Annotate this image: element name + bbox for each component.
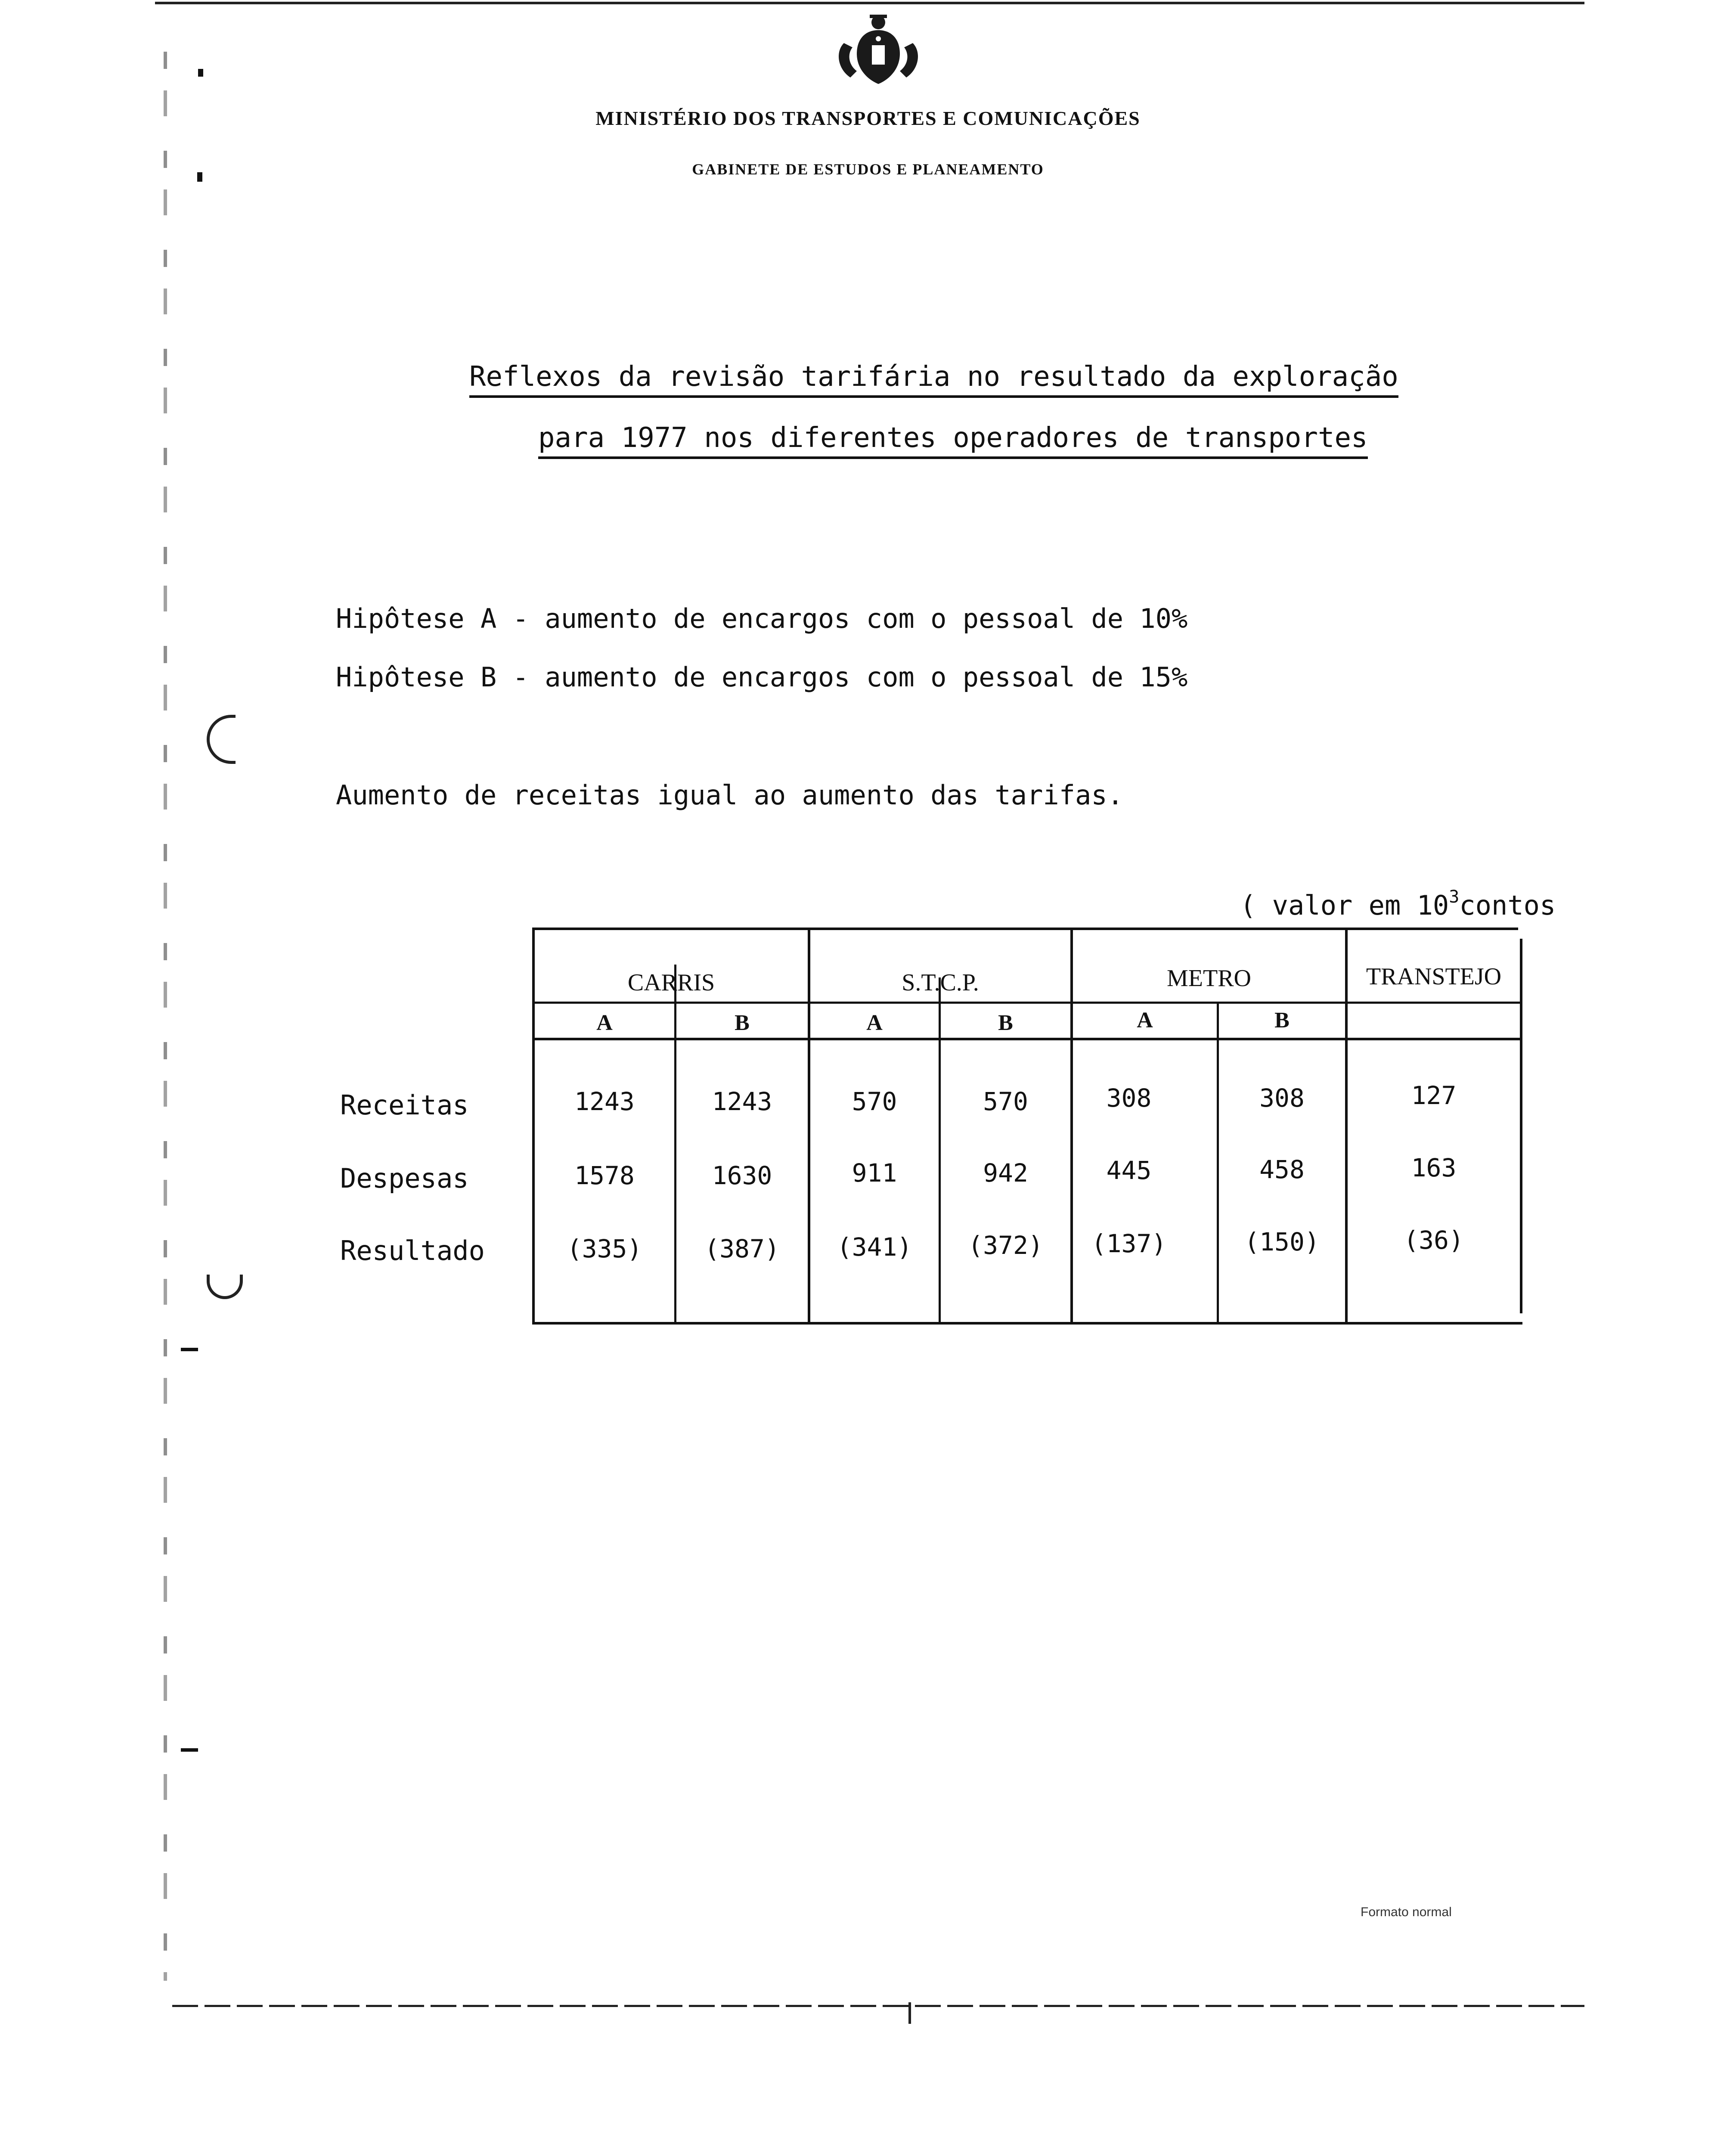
subheader-stcp-b: B <box>998 1011 1013 1035</box>
margin-dash <box>181 1348 198 1351</box>
group-header-carris: CARRIS <box>627 969 715 996</box>
subheader-metro-b: B <box>1274 1008 1290 1033</box>
left-margin-binding <box>164 52 167 1981</box>
subheader-carris-a: A <box>596 1011 613 1035</box>
table-cell: 308 <box>1259 1083 1305 1113</box>
unit-note-exponent: 3 <box>1449 887 1460 907</box>
table-cell: (341) <box>837 1232 912 1262</box>
hypothesis-b: Hipôtese B - aumento de encargos com o pessoal de 15% <box>336 661 1188 693</box>
table-cell: (137) <box>1091 1229 1167 1258</box>
row-label-receitas: Receitas <box>340 1089 469 1121</box>
table-cell: 127 <box>1411 1081 1457 1110</box>
table-cell: (150) <box>1244 1227 1320 1256</box>
group-header-metro: METRO <box>1167 965 1251 992</box>
top-border-line <box>155 2 1584 4</box>
document-title-line-1: Reflexos da revisão tarifária no resultado da exploração <box>469 361 1398 398</box>
row-label-resultado: Resultado <box>340 1235 485 1266</box>
table-cell: 911 <box>852 1158 897 1188</box>
table-cell: (372) <box>968 1231 1043 1260</box>
unit-note <box>1240 887 1556 921</box>
table-header-divider <box>532 1002 1522 1004</box>
stray-pen-mark <box>207 1275 243 1299</box>
table-cell: 1243 <box>574 1087 635 1116</box>
table-cell: 1578 <box>574 1161 635 1190</box>
table-cell: 1243 <box>712 1087 772 1116</box>
row-label-despesas: Despesas <box>340 1163 469 1194</box>
hypothesis-a: Hipôtese A - aumento de encargos com o pessoal de 10% <box>336 603 1188 634</box>
table-cell: (387) <box>704 1234 780 1263</box>
unit-note-prefix: ( valor em 10 <box>1240 890 1449 921</box>
table-cell: 942 <box>983 1158 1028 1188</box>
ministry-heading: MINISTÉRIO DOS TRANSPORTES E COMUNICAÇÕES <box>595 107 1141 129</box>
table-bottom-border <box>532 1322 1522 1325</box>
margin-dot <box>198 69 203 77</box>
footer-dashed-line <box>172 2005 1584 2007</box>
table-cell: (335) <box>567 1234 642 1263</box>
document-title-line-2: para 1977 nos diferentes operadores de transportes <box>538 422 1368 459</box>
subheader-carris-b: B <box>735 1011 750 1035</box>
table-cell: 163 <box>1411 1153 1457 1182</box>
group-header-stcp: S.T.C.P. <box>902 969 979 996</box>
coat-of-arms-icon <box>827 13 930 90</box>
subheader-stcp-a: A <box>866 1011 883 1035</box>
table-cell: 308 <box>1106 1083 1152 1113</box>
table-subheader-divider <box>532 1038 1522 1040</box>
table-cell: (36) <box>1404 1225 1464 1255</box>
table-cell: 445 <box>1106 1156 1152 1185</box>
table-cell: 1630 <box>712 1161 772 1190</box>
footer-tick <box>908 2002 911 2024</box>
subheader-metro-a: A <box>1137 1008 1153 1033</box>
margin-dash <box>181 1748 198 1752</box>
office-heading: GABINETE DE ESTUDOS E PLANEAMENTO <box>692 161 1044 178</box>
unit-note-suffix: contos <box>1459 890 1556 921</box>
stray-pen-mark <box>207 715 236 764</box>
table-right-border <box>1520 939 1522 1313</box>
table-cell: 570 <box>852 1087 897 1116</box>
group-header-transtejo: TRANSTEJO <box>1366 963 1502 990</box>
table-top-border <box>532 928 1518 930</box>
table-cell: 458 <box>1259 1155 1305 1184</box>
format-footnote: Formato normal <box>1361 1905 1452 1919</box>
table-cell: 570 <box>983 1087 1028 1116</box>
revenue-note: Aumento de receitas igual ao aumento das tarifas. <box>336 779 1124 811</box>
